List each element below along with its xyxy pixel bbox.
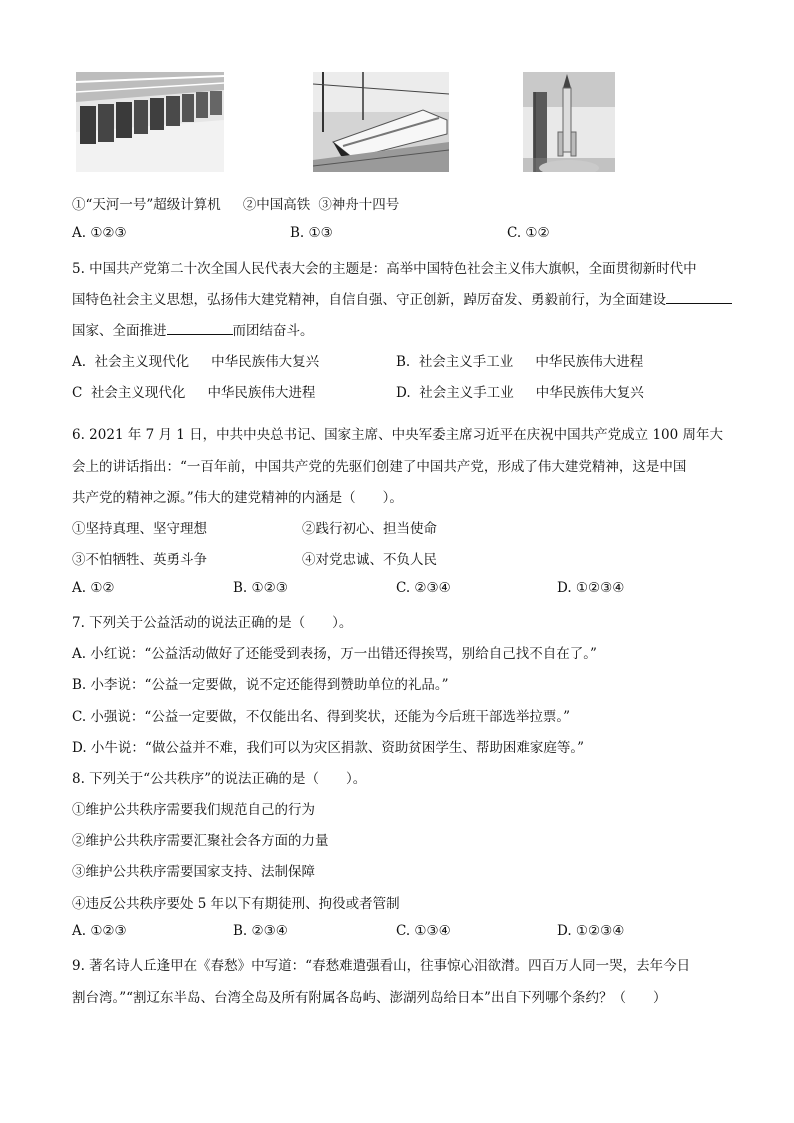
q5-option-b[interactable] — [396, 350, 643, 370]
supercomputer-image — [76, 72, 224, 172]
q5-stem-line-3-end: 而团结奋斗。 — [232, 323, 314, 339]
high-speed-train-image — [313, 72, 449, 172]
q5-option-c-text-2: 中华民族伟大进程 — [207, 385, 316, 401]
q8-item-1: ①维护公共秩序需要我们规范自己的行为 — [72, 802, 315, 818]
q5-option-b-text-1: 社会主义手工业 — [418, 354, 514, 370]
q6-stem-line-3: 共产党的精神之源。”伟大的建党精神的内涵是（ ）。 — [72, 490, 403, 506]
q7-option-d[interactable]: D. 小牛说：“做公益并不难，我们可以为灾区捐款、资助贫困学生、帮助困难家庭等。” — [72, 740, 584, 756]
q5-option-a-letter: A. — [72, 354, 87, 370]
shenzhou-rocket-image — [523, 72, 615, 172]
q7-stem: 7. 下列关于公益活动的说法正确的是（ ）。 — [72, 615, 353, 631]
q6-stem-line-2: 会上的讲话指出：“一百年前，中国共产党的先驱们创建了中国共产党，形成了伟大建党精神，这是中国 — [72, 459, 687, 475]
image-captions — [72, 193, 399, 213]
q8-option-a[interactable]: A. ①②③ — [72, 923, 127, 939]
q8-item-4: ④违反公共秩序要处 5 年以下有期徒刑、拘役或者管制 — [72, 896, 400, 912]
q6-item-2: ②践行初心、担当使命 — [302, 521, 437, 537]
q5-stem-line-3-start: 国家、全面推进 — [72, 323, 167, 339]
q8-option-d[interactable]: D. ①②③④ — [557, 923, 625, 939]
caption-supercomputer: ①“天河一号”超级计算机 — [72, 197, 221, 213]
q5-option-c[interactable] — [72, 381, 315, 401]
q5-option-b-text-2: 中华民族伟大进程 — [535, 354, 644, 370]
q8-item-2: ②维护公共秩序需要汇聚社会各方面的力量 — [72, 833, 329, 849]
q6-option-d[interactable]: D. ①②③④ — [557, 580, 625, 596]
q6-option-a[interactable]: A. ①② — [72, 580, 115, 596]
q5-stem-line-2 — [72, 288, 732, 308]
q5-option-c-letter: C — [72, 385, 83, 401]
q5-option-b-letter: B. — [396, 354, 411, 370]
q8-stem: 8. 下列关于“公共秩序”的说法正确的是（ ）。 — [72, 771, 367, 787]
q6-stem-line-1: 6. 2021 年 7 月 1 日，中共中央总书记、国家主席、中央军委主席习近平在庆祝中国共产党成立 100 周年大 — [72, 427, 724, 443]
q7-option-a[interactable]: A. 小红说：“公益活动做好了还能受到表扬，万一出错还得挨骂，别给自己找不自在了。” — [72, 646, 597, 662]
q7-option-b[interactable]: B. 小李说：“公益一定要做，说不定还能得到赞助单位的礼品。” — [72, 677, 449, 693]
q6-item-1: ①坚持真理、坚守理想 — [72, 521, 207, 537]
q8-item-3: ③维护公共秩序需要国家支持、法制保障 — [72, 864, 315, 880]
q5-option-c-text-1: 社会主义现代化 — [90, 385, 186, 401]
q8-option-b[interactable]: B. ②③④ — [233, 923, 288, 939]
q5-option-a-text-2: 中华民族伟大复兴 — [211, 354, 320, 370]
q5-stem-line-2-text: 国特色社会主义思想，弘扬伟大建党精神，自信自强、守正创新，踔厉奋发、勇毅前行，为全面建设 — [72, 292, 666, 308]
q6-option-c[interactable]: C. ②③④ — [396, 580, 451, 596]
q5-option-a[interactable] — [72, 350, 319, 370]
q6-option-b[interactable]: B. ①②③ — [233, 580, 288, 596]
q5-option-d-letter: D. — [396, 385, 411, 401]
caption-shenzhou: ③神舟十四号 — [318, 197, 400, 213]
q5-blank-2 — [167, 320, 233, 335]
caption-high-speed-rail: ②中国高铁 — [242, 197, 311, 213]
q4-option-a[interactable]: A. ①②③ — [72, 225, 127, 241]
q9-stem-line-1: 9. 著名诗人丘逢甲在《春愁》中写道：“春愁难遣强看山，往事惊心泪欲潸。四百万人同一哭，去年今日 — [72, 958, 691, 974]
q5-option-d-text-2: 中华民族伟大复兴 — [535, 385, 644, 401]
q5-option-a-text-1: 社会主义现代化 — [94, 354, 190, 370]
q4-option-b[interactable]: B. ①③ — [290, 225, 333, 241]
q6-item-3: ③不怕牺牲、英勇斗争 — [72, 552, 207, 568]
q5-stem-line-1: 5. 中国共产党第二十次全国人民代表大会的主题是：高举中国特色社会主义伟大旗帜，全面贯彻新时代中 — [72, 261, 697, 277]
q5-stem-line-3 — [72, 319, 314, 339]
q5-option-d-text-1: 社会主义手工业 — [419, 385, 514, 401]
q5-option-d[interactable] — [396, 381, 644, 401]
q8-option-c[interactable]: C. ①③④ — [396, 923, 451, 939]
q4-option-c[interactable]: C. ①② — [507, 225, 550, 241]
q7-option-c[interactable]: C. 小强说：“公益一定要做，不仅能出名、得到奖状，还能为今后班干部选举拉票。” — [72, 709, 570, 725]
q5-blank-1 — [666, 289, 732, 304]
q9-stem-line-2: 割台湾。”“割辽东半岛、台湾全岛及所有附属各岛屿、澎湖列岛给日本”出自下列哪个条约？（ ） — [72, 990, 667, 1006]
q6-item-4: ④对党忠诚、不负人民 — [302, 552, 437, 568]
